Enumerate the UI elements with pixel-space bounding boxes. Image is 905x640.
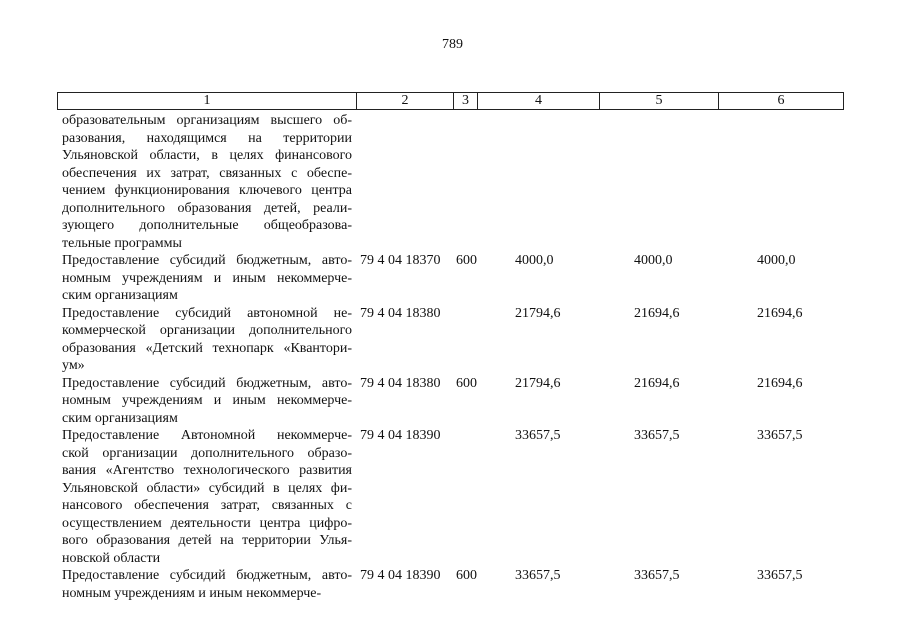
row-description — [62, 252, 352, 305]
row-value-col5: 21694,6 — [634, 305, 680, 321]
row-description — [62, 375, 352, 428]
header-col-5: 5 — [599, 93, 718, 109]
table-header-row — [57, 92, 844, 110]
description-line: ум» — [62, 358, 85, 373]
description-line: коммерческой организации дополнительного — [62, 323, 352, 338]
row-value-col5: 33657,5 — [634, 568, 680, 583]
row-code: 79 4 04 18370 — [360, 253, 441, 268]
row-code: 79 4 04 18380 — [360, 375, 441, 391]
row-value-col4: 33657,5 — [515, 568, 561, 583]
description-line: вания «Агентство технологического развития — [62, 463, 352, 478]
row-expense-type: 600 — [456, 568, 477, 583]
description-line: образования «Детский технопарк «Квантори- — [62, 340, 352, 356]
description-line: Ульяновской области, в целях финансового — [62, 148, 352, 163]
header-col-2: 2 — [356, 93, 453, 109]
description-line: образовательным организациям высшего об- — [62, 113, 352, 128]
description-line: Предоставление субсидий бюджетным, авто- — [62, 568, 352, 583]
row-expense-type: 600 — [456, 375, 477, 391]
description-line: дополнительного образования детей, реали- — [62, 200, 352, 216]
description-line: новской области — [62, 550, 161, 566]
description-line: нансового обеспечения затрат, связанных с — [62, 498, 352, 513]
row-value-col4: 33657,5 — [515, 428, 561, 443]
description-line: зующего дополнительные общеобразова- — [62, 218, 352, 233]
header-col-4: 4 — [477, 93, 599, 109]
description-line: Предоставление субсидий бюджетным, авто- — [62, 375, 352, 391]
header-col-3: 3 — [453, 93, 477, 109]
row-code: 79 4 04 18380 — [360, 305, 441, 321]
row-expense-type: 600 — [456, 253, 477, 268]
row-value-col6: 4000,0 — [757, 253, 796, 268]
description-line: ским организациям — [62, 288, 178, 303]
row-value-col4: 4000,0 — [515, 253, 554, 268]
row-value-col6: 21694,6 — [757, 375, 803, 391]
header-col-1: 1 — [203, 93, 211, 108]
row-value-col6: 33657,5 — [757, 568, 803, 583]
description-line: чением функционирования ключевого центра — [62, 183, 352, 198]
description-line: тельные программы — [62, 235, 182, 251]
row-description — [62, 567, 352, 602]
description-line: Ульяновской области» субсидий в целях фи- — [62, 480, 352, 496]
header-col-6: 6 — [718, 93, 843, 109]
description-line: номным учреждениям и иным некоммерче- — [62, 393, 352, 408]
row-description — [62, 427, 352, 567]
description-line: ским организациям — [62, 410, 178, 426]
row-value-col5: 21694,6 — [634, 375, 680, 391]
description-line: вого образования детей на территории Улья- — [62, 533, 352, 548]
page-number: 789 — [442, 37, 463, 52]
description-line: номным учреждениям и иным некоммерче- — [62, 270, 352, 286]
row-value-col4: 21794,6 — [515, 305, 561, 321]
row-description — [62, 112, 352, 252]
row-value-col5: 4000,0 — [634, 253, 673, 268]
description-line: Предоставление субсидий автономной не- — [62, 305, 352, 321]
row-description — [62, 305, 352, 375]
row-value-col6: 33657,5 — [757, 428, 803, 443]
description-line: осуществлением деятельности центра цифро- — [62, 515, 352, 531]
row-value-col5: 33657,5 — [634, 428, 680, 443]
row-code: 79 4 04 18390 — [360, 568, 441, 583]
description-line: ской организации дополнительного образо- — [62, 445, 352, 461]
description-line: Предоставление субсидий бюджетным, авто- — [62, 253, 352, 268]
description-line: Предоставление Автономной некоммерче- — [62, 428, 352, 443]
description-line: обеспечения их затрат, связанных с обеспе- — [62, 165, 352, 181]
row-code: 79 4 04 18390 — [360, 428, 441, 443]
description-line: разования, находящимся на территории — [62, 130, 352, 146]
row-value-col4: 21794,6 — [515, 375, 561, 391]
description-line: номным учреждениям и иным некоммерче- — [62, 585, 322, 601]
row-value-col6: 21694,6 — [757, 305, 803, 321]
